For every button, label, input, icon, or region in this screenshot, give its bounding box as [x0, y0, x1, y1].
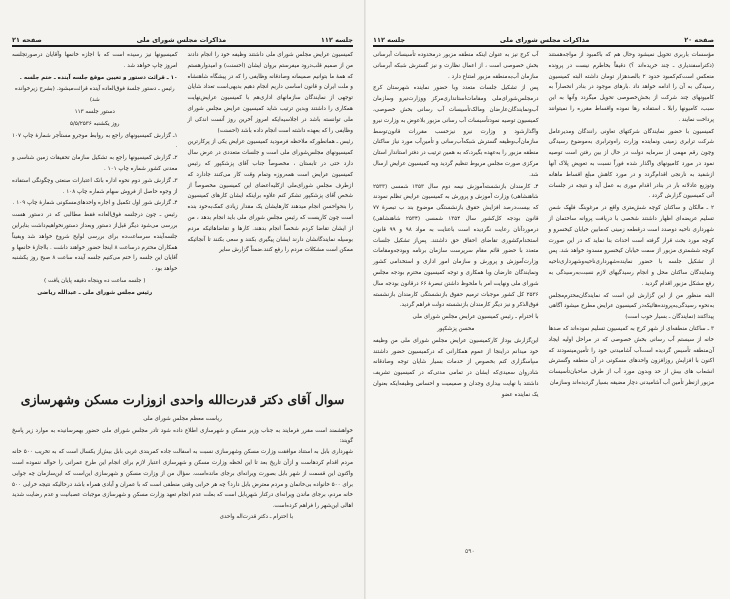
left-page-column-right — [188, 50, 354, 300]
president-signature: رئیس مجلس شورای ملی ـ عبدالله ریاضی — [37, 289, 153, 296]
closing-paragraph: این‌گزارش بوداز کارکمیسیون عرایض مجلس شورای ملی من وظیفه خود میدانم دراینجا از عموم همکارانی که درکمیسیون حضور داشتند سپاسگزاری کنم بخصوص از خدمات بسیار شایان توجه وصادقانه شادروان سعیدی‌که ایشان در تمامی مدتی‌که در کمیسیون تشریف داشتند با نهایت بیداری وجدان و صمیمیت و احساس وظیفه‌ایکه بعنوان یک نماینده عضو — [373, 337, 539, 398]
right-page-columns — [373, 50, 714, 402]
right-page-column-left — [373, 50, 539, 402]
paragraph: ۴ـ کارمندان بازنشسته‌آموزش نیمه دوم سال ۱۳۵۳ شمسی (۲۵۳۳ شاهنشاهی) وزارت آموزش و پرورش به کمیسیون عرایض تظلم نمودند که بیست‌درصد افزایش حقوق بازنشستگی موضوع بند ب تبصرهٔ ۷۷ قانون بودجه کل‌کشور سال ۱۳۵۴ شمسی (۲۵۳۴ شاهنشاهی) درموردآنان رعایت نگردیده است باعنایت به مواد ۹۸ و ۹۹ قانون استخدام‌کشوری تقاضای احقاق حق داشتند. پس‌از تشکیل جلسات متعدد با حضور قائم مقام سرپرست سازمان برنامه وبودجه‌ومقامات وزارت‌آموزش و پرورش و سازمان امور اداری و استخدامی کشور ونمایندگان عارضان وبا همکاری و توجه کمیسیون محترم بودجه مجلس شورای ملی ونهایت امر با ملحوظ داشتن تبصرهٔ ۶۶ درقانون بودجه سال ۲۵۳۶ کل کشور موجبات ترمیم حقوق بازنشستگی کارمندان بازنشسته فوق‌الذکر و نیز دیگر کارمندان بازنشسته دولت فراهم گردید. — [373, 183, 539, 309]
paragraph: رئیس ـ همانطورکه ملاحظه فرمودید کمیسیون عرایض یکی از پرکارترین کمیسیونهای مجلس‌شورای ملی است و جلسات متعددی در عرض سال دارد حتی در تابستان ، مخصوصاً جناب آقای پزشکپور که رئیس کمیسیون عرایض است همه‌روزه وتمام وقت کار می‌کنند جادارد که ازطرف مجلس شورای‌ملی ازکلیه‌اعضای این کمیسیون مخصوصاً از شخص آقای پزشکپور تشکر کنم علاوه براینکه ایشان کارهای کمیسیون را بنحواحسن انجام میدهند کارهایشان یک مقدار زیادی کمک‌به‌خود بنده است چون کاریست که رئیس مجلس شورای ملی باید انجام بدهد ، من از ایشان تقاضا کردم شخصاً انجام بدهند. کارها و تقاضاهائیکه مردم بوسیله نمایندگانشان دارند ایشان پیگیری بکنند و سعی بکنند تا آنجائیکه ممکن است مشکلات مردم را رفع کنند.ضمناً گزارش سایر — [187, 139, 353, 254]
committee-signature-name: محسن پزشکپور — [437, 325, 475, 332]
page-gutter — [364, 0, 366, 599]
page-number: صفحه ۲۰ — [684, 36, 714, 44]
page-number: صفحه ۲۱ — [12, 36, 42, 44]
right-page-header — [373, 32, 714, 44]
adjournment-note: ( جلسه ساعت ده وپنجاه دقیقه پایان یافت ) — [44, 277, 146, 284]
question-body — [12, 426, 353, 523]
president-closing-remarks: رئیس ـ چون درجلسه فوق‌العاده فقط مطالبی که در دستور هست بررسی می‌شود دیگر قبل‌از دستور وبعداز دستورنخواهیم‌داشت بنابراین جلسه‌آینده سرساعت‌ده برای بررسی لوایح شروع خواهد شد وبقیناً همکاران محترم درساعت ۸ اینجا حضور خواهند داشت . بااجازهٔ خانمها و آقایان این جلسه را ختم می‌کنیم جلسه آینده ساعت ۸ صبح روز یکشنبه خواهد بود . — [12, 212, 178, 273]
left-page-header — [12, 32, 353, 44]
paragraph: کمیسیون عرایض مجلس شورای ملی داشتند وظیفه خود را انجام دادند من از صمیم قلب‌درود میفرستم بروان ایشان (احسنت) و امیدوارهستم که همهٔ ما بتوانیم صمیمانه وصادقانه وظایفی را که در پیشگاه شاهنشاه و ملت ایران و قانون اساسی داریم انجام دهیم بدیهی‌است تعداد شایان توجهی از نمایندگان سازمانهای اداری‌هم با کمیسیون عرایض‌نهایت همکاری را داشتند وبدین ترتیب شاید کمیسیون عرایض مجلس شورای ملی توانسته باشد در اجلاسیه‌ایکه امروز آخرین روز آنست اندکی از وظایفی را که بعهده داشته است انجام داده باشد (احسنت) — [187, 52, 353, 134]
paragraph-intro: کمیسیونها نیز رسیده است که با اجازه خانمها وآقایان درصورتجلسه امروز چاپ خواهد شد . — [12, 52, 178, 69]
session-label: جلسه ۱۱۲ — [373, 36, 406, 44]
session-label: جلسه ۱۱۲ — [320, 36, 353, 44]
agenda-item: ۱ـ گزارش کمیسیونهای راجع به روابط موجرو مستأجر شمارهٔ چاپ ۱۰۷ . — [12, 132, 178, 150]
header-rule — [373, 45, 714, 47]
paragraph: البته منظور من از این گزارش این است که نمایندگان‌محترم‌مجلس به‌نحوه رسیدگی‌به‌پرونده‌هائیکه‌در کمیسیون عرایض مطرح میشود آگاهی پیداکنند (نمایندگان ـ بسیار خوب است) — [548, 292, 714, 321]
publication-title: مذاکرات مجلس شورای ملی — [136, 36, 227, 44]
paragraph: شهرداری بابل به استناد موافقت وزارت مسکن وشهرسازی نسبت به اسفالت جاده کمربندی غربی بابل بیش‌از یکسال است که به تخریب ۵۰۰ خانه مردم اقدام کردهاست و ازآن تاریخ بعد تا این لحظه وزارت مسکن و شهرسازی اعتبار لازم برای انجام این طرح عمرانی را حواله ننموده است واکنون این قسمت از شهر بابل بصورت ویرانه‌ای برجای مانده‌است. سؤال من از وزارت مسکن و شهرسازی این‌است که این‌سازمان چه جوابی برای ۵۰۰ خانواده بی‌خانمان و مردم معترض بابل دارد؟ چه هر خرابی وقتی منطقی است که با عمران و آبادی همراه باشد درحالیکه نتیجه خرابی ۵۰۰ خانه مردم، برجای ماندن ویرانه‌ای درکنار شهربابل است که بعلت عدم انجام تعهد وزارت مسکن و شهرسازی موجبات عصبانیت و عدم رضایت شدید اهالی این‌شهر را فراهم کرده‌است. — [12, 449, 353, 510]
agenda-title: دستور جلسه ۱۱۳ — [74, 108, 115, 115]
committee-signature-line: با احترام ـ رئیس کمیسیون عرایض مجلس شورای ملی — [412, 314, 539, 321]
footer-mark: ۵۹۰ — [465, 548, 475, 555]
paragraph: پس از تشکیل جلسات متعدد وبا حضور نماینده شهرستان کرج درمجلس‌شورای‌ملی ومقامات‌استانداری‌مرکز ووزارت‌نیرو وسازمان آب‌ونمایندگان‌عارضان ومالک‌تأسیسات آب رسانی بخش خصوصی، کمیسیون توصیه نمودتأسیسات آب رسانی مزبور بلاعوض به وزارت نیرو واگذارشود و وزارت نیرو نیزحسب مقررات قانون‌توسط سازمان‌آب‌وظیفه گسترش شبکه‌آب‌رسانی و تأمین‌آب مورد نیاز ساکنان منطقه مزبور را به‌عهده بگیرد،که به همین ترتیب در دفتر استاندار استان مرکزی صورت مجلس مربوط تنظیم گردید وبه کمیسیون عرایض ارسال شد. — [373, 85, 539, 178]
header-rule — [12, 45, 353, 47]
paragraph: خواهشمند است مقرر فرمایند به جناب وزیر مسکن و شهرسازی اطلاع داده شود تادر مجلس شورای ملی حضور بهمرسانیده به موارد زیر پاسخ گویند: — [12, 427, 353, 445]
agenda-item: ۳ـ گزارش شور دوم نحوه اداره بانک اعتبارات صنعتی وچگونگی استفاده از وجوه حاصل از فروش سهام شماره چاپ ۱۰۸ . — [12, 177, 178, 195]
parliamentary-question — [12, 392, 353, 523]
agenda-item: ۴ـ گزارش شور اول تکمیل و اجاره واحدهای‌مسکونی شمارهٔ چاپ ۱۰۹ . — [12, 200, 178, 207]
agenda-close-item: ۱۰ ـ قرائت دستور و تعیین موقع جلسه آینده ـ ختم جلسه . — [19, 74, 178, 81]
left-page-columns — [12, 50, 353, 300]
paragraph: مؤسسات باربری تحویل نمیشود وحال هم که باکمبود از مواجه‌هستند (دکتر‌اسفندیاری ـ چند خریده‌اند ؟) دقیقاً بخاطرم نیست در پرونده منعکس است‌کم‌کمبود حدود ۲ بالصدهزار تومان داشته البته کمیسیون رسیدگی به آن را ادامه خواهد داد .بارهای موجود در بنادر انحصاراً به کامیونهای چند شرکت از بخش‌خصوصی تحویل میگردد وآنها به این سبب، کامیونها رابلا ـ استفاده رها نموده واقساط مقرره را نمیتوانند پرداخت نمایند . — [548, 52, 714, 123]
question-signature: با احترام ـ دکتر قدرت‌اله واحدی — [219, 513, 293, 520]
right-page-column-right — [549, 50, 715, 402]
paragraph: آب کرج نیز به عنوان اینکه منطقه مزبور درمحدوده تأسیسات آبرسانی بخش خصوصی است ، از اعمال نظارت و نیز گسترش شبکه آبرسانی سازمان آب‌به‌منطقه مزبور امتناع دارد . — [373, 52, 539, 80]
agenda-date: روز یکشنبه ۵/۵/۲۵۳۶ — [70, 120, 120, 127]
paragraph: ۳ ـ ساکنان منطقه‌ای از شهر کرج به کمیسیون تسلیم نموده‌اند که صدها خانه از سیستم آب رسانی بخش خصوصی که در مراحل اولیه ایجاد آن‌منطقه تأسیس گردیده است‌آب آشامیدنی خود را تأمین‌مینمودند که اکنون با افزایش روزافزون واحدهای مسکونی در آن منطقه وگسترش انشعاب های بیش از حد وبدون مورد آب از طرف صاحبان‌تأسیسات مزبور ازنظر تأمین آب آشامیدنی دچار مضیقه بسیار گردیده‌اند وسازمان — [548, 325, 714, 386]
left-page-column-left — [12, 50, 178, 300]
publication-title: مذاکرات مجلس شورای ملی — [499, 36, 590, 44]
question-address: ریاست معظم مجلس شورای ملی — [143, 415, 222, 422]
agenda-item: ۲ـ گزارش کمیسیونها راجع به تشکیل سازمان تحقیقات زمین شناسی و معدنی کشور شماره چاپ ۱۰۱ . — [12, 155, 178, 172]
president-note: رئیس ـ دستور جلسهٔ فوق‌العاده آینده قرائت‌میشود. (بشرح زیرخوانده شد) — [14, 86, 175, 104]
paragraph: ۲ ـ مالکان و ساکنان کوچه شش‌متری واقع در مرغوبنگ فلهک شمن تسلیم عریضه‌ای اظهار داشتند شخصی با دریافت پروانه ساختمان از شهرداری ناحیه دوصدد است درقطعه زمینی که‌مابین خیابان کیخسرو و کوچه مورد بحث قرار گرفته است احداث بنا نماید که در این صورت کوچه ششمتری مزبور از سمت خیابان کیخسرو مسدود خواهد شد. پس از تشکیل جلسه با حضور نماینده‌شهرداری‌ناحیه‌وشهرداری‌ناحیه ونمایندگان ساکنان محل و انجام رسیدگیهای لازم نسبت‌به‌رسیدگی به رفع مشکل مزبور اقدام گردید . — [548, 205, 714, 287]
paragraph: کمیسیون با حضور نمایندگان شرکتهای تعاونی رانندگان ومدیرعامل شرکت ترابری زمینی ونماینده وزارت راه‌وترابری به‌موضوع رسیدگی وچون رقم مهمی از سرمایه دولت در حال از بین رفتن است توصیه نمود در مورد کامیونهای واگذار شده فوراً نسبت به تعویض پلاک آنها ازشفید به نارنجی اقدام‌گردد و در مورد کاهش مبلغ اقساط ماهانه وتوزیع عادلانه بار در بنادر اقدام موری به عمل آید و نتیجه در جلسات آتی کمیسیون گزارش گردد . — [548, 128, 714, 200]
question-title: سوال آقای دکتر قدرت‌الله واحدی ازوزارت مسکن وشهرسازی — [20, 392, 345, 407]
right-page — [365, 0, 730, 599]
